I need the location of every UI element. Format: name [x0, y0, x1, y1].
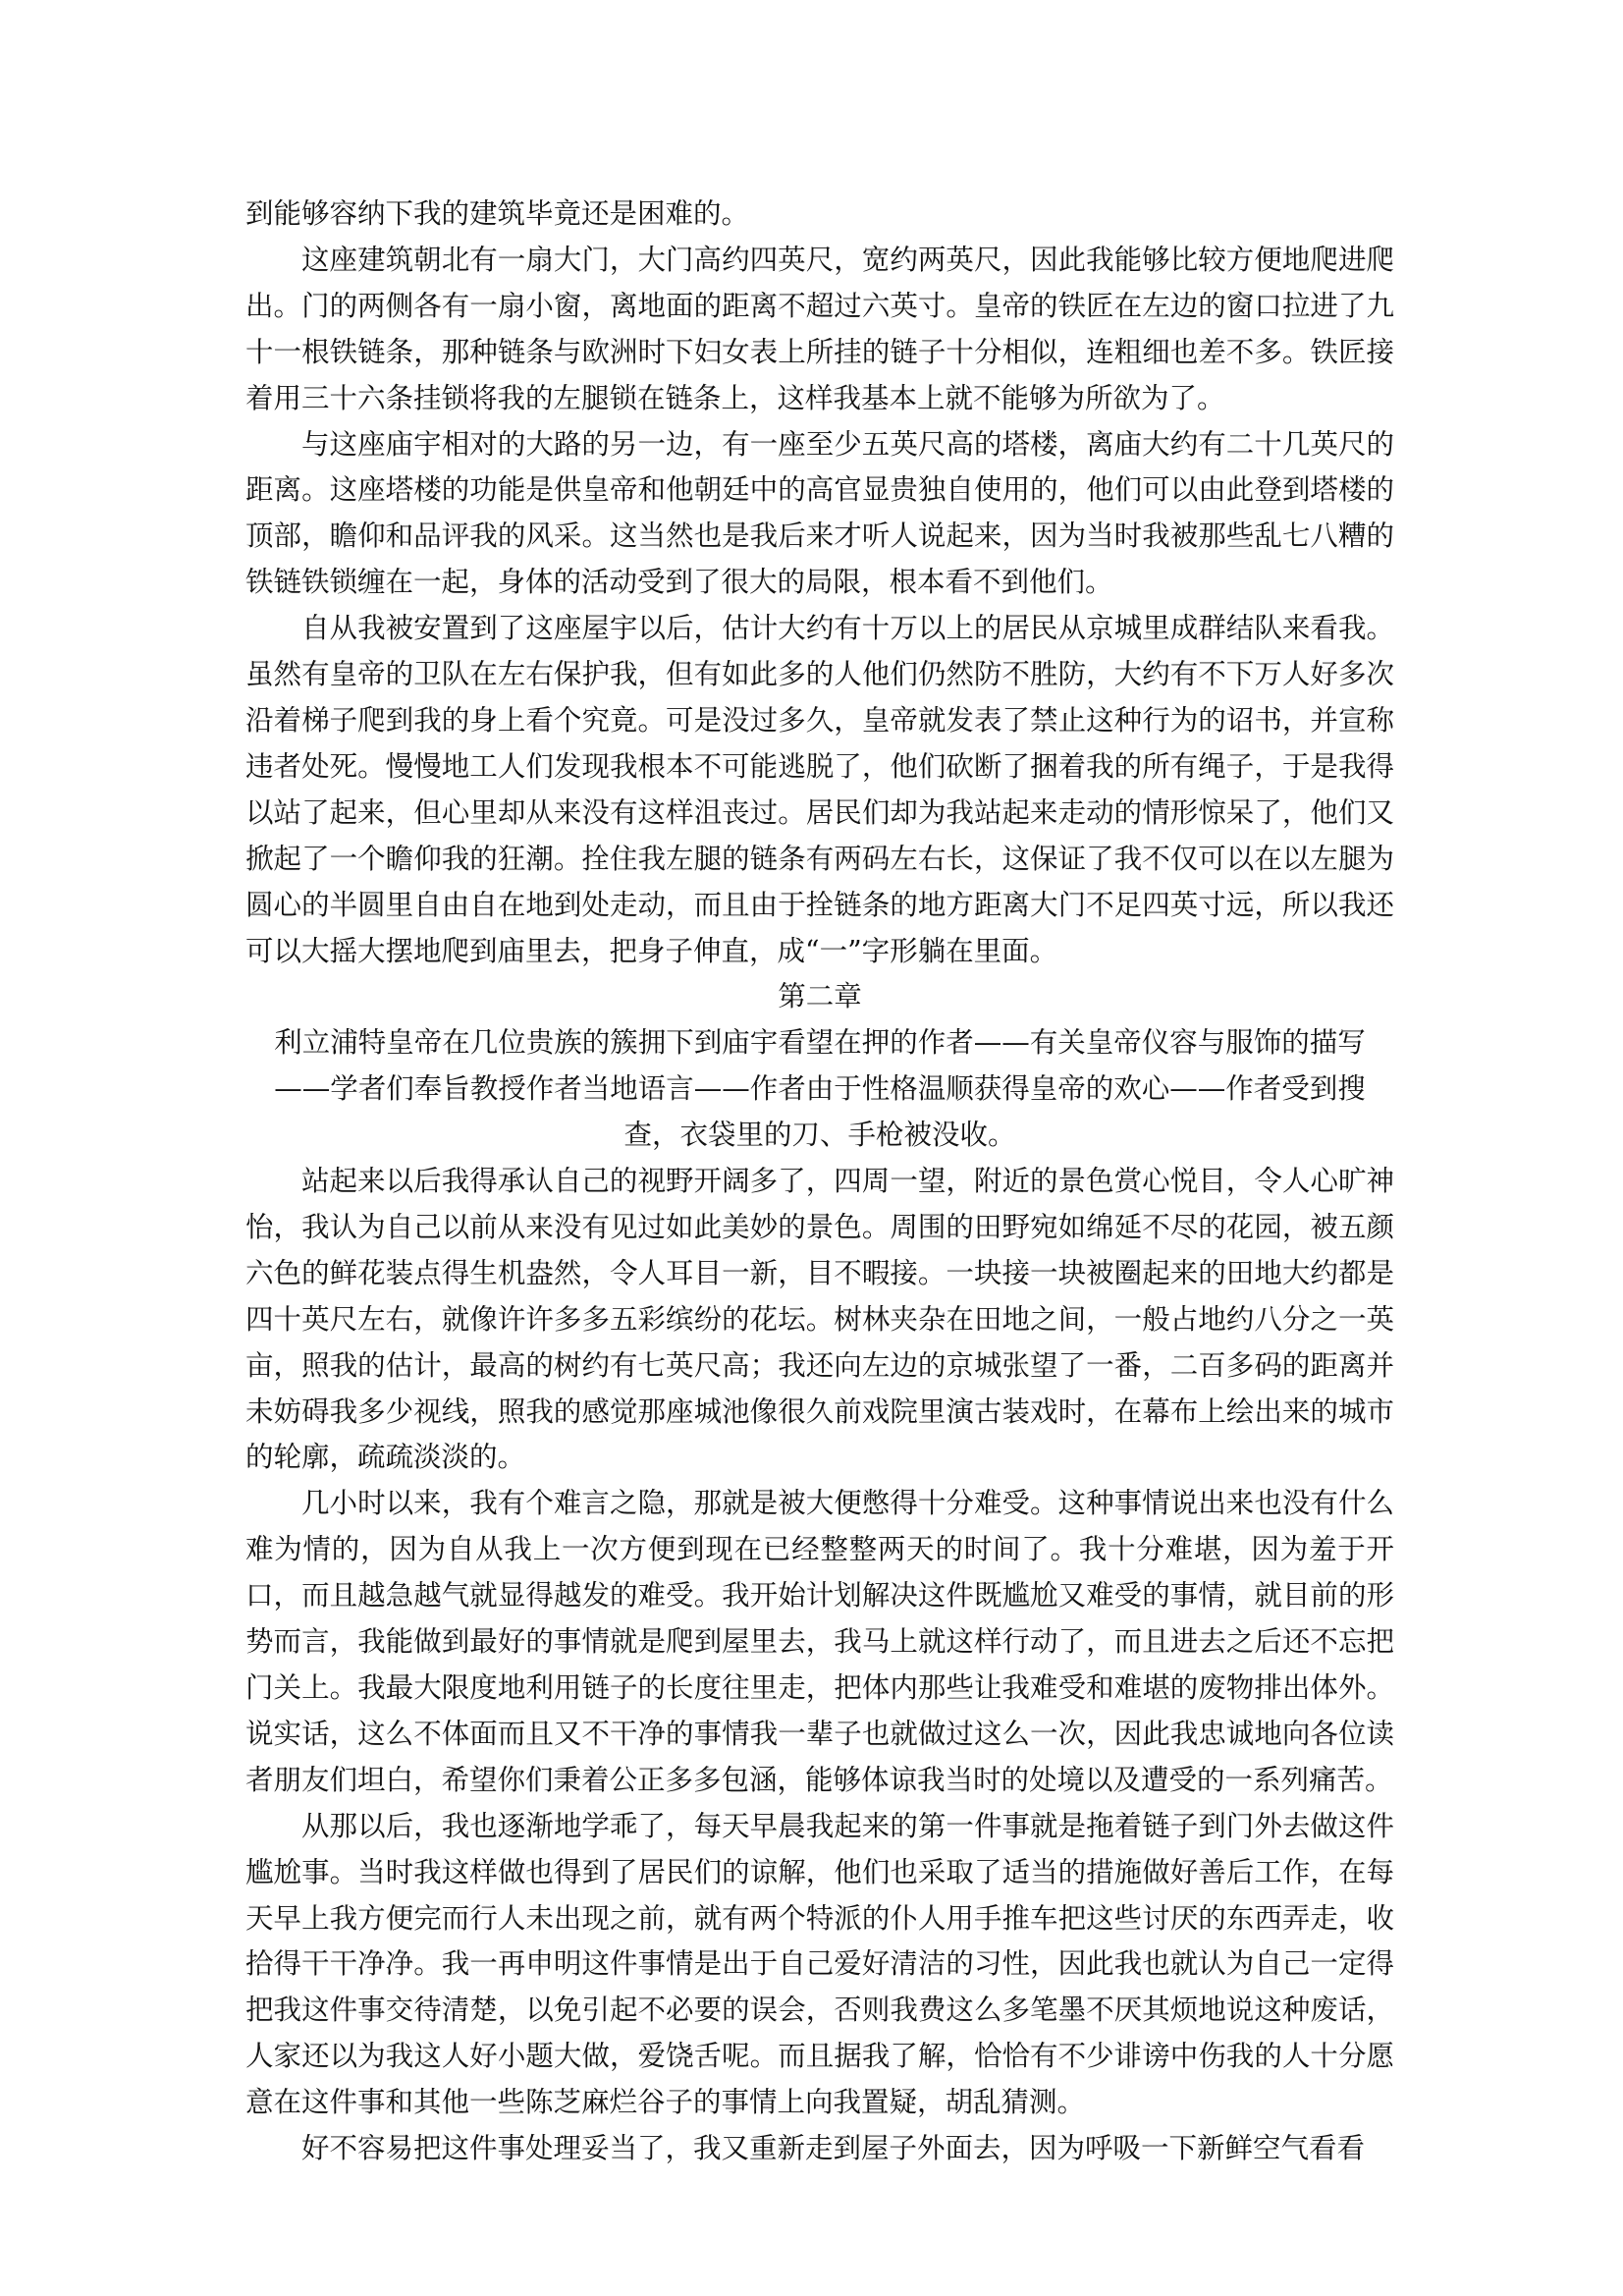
paragraph: 与这座庙宇相对的大路的另一边，有一座至少五英尺高的塔楼，离庙大约有二十几英尺的距离。这座塔楼的功能是供皇帝和他朝廷中的高官显贵独自使用的，他们可以由此登到塔楼的顶部，瞻仰和品评我的风采。这当然也是我后来才听人说起来，因为当时我被那些乱七八糟的铁链铁锁缠在一起，身体的活动受到了很大的局限，根本看不到他们。: [245, 427, 1394, 599]
paragraph: 从那以后，我也逐渐地学乖了，每天早晨我起来的第一件事就是拖着链子到门外去做这件尴尬事。当时我这样做也得到了居民们的谅解，他们也采取了适当的措施做好善后工作，在每天早上我方便完而行人未出现之前，就有两个特派的仆人用手推车把这些讨厌的东西弄走，收拾得干干净净。我一再申明这件事情是出于自己爱好清洁的习性，因此我也就认为自己一定得把我这件事交待清楚，以免引起不必要的误会，否则我费这么多笔墨不厌其烦地说这种废话，人家还以为我这人好小题大做，爱饶舌呢。而且据我了解，恰恰有不少诽谤中伤我的人十分愿意在这件事和其他一些陈芝麻烂谷子的事情上向我置疑，胡乱猜测。: [245, 1809, 1394, 2119]
paragraph: 站起来以后我得承认自己的视野开阔多了，四周一望，附近的景色赏心悦目，令人心旷神怡，我认为自己以前从来没有见过如此美妙的景色。周围的田野宛如绵延不尽的花园，被五颜六色的鲜花装点得生机盎然，令人耳目一新，目不暇接。一块接一块被圈起来的田地大约都是四十英尺左右，就像许许多多五彩缤纷的花坛。树林夹杂在田地之间，一般占地约八分之一英亩，照我的估计，最高的树约有七英尺高；我还向左边的京城张望了一番，二百多码的距离并未妨碍我多少视线，照我的感觉那座城池像很久前戏院里演古装戏时，在幕布上绘出来的城市的轮廓，疏疏淡淡的。: [245, 1165, 1394, 1474]
paragraph: 自从我被安置到了这座屋宇以后，估计大约有十万以上的居民从京城里成群结队来看我。虽然有皇帝的卫队在左右保护我，但有如此多的人他们仍然防不胜防，大约有不下万人好多次沿着梯子爬到我的身上看个究竟。可是没过多久，皇帝就发表了禁止这种行为的诏书，并宣称违者处死。慢慢地工人们发现我根本不可能逃脱了，他们砍断了捆着我的所有绳子，于是我得以站了起来，但心里却从来没有这样沮丧过。居民们却为我站起来走动的情形惊呆了，他们又掀起了一个瞻仰我的狂潮。拴住我左腿的链条有两码左右长，这保证了我不仅可以在以左腿为圆心的半圆里自由自在地到处走动，而且由于拴链条的地方距离大门不足四英寸远，所以我还可以大摇大摆地爬到庙里去，把身子伸直，成“一”字形躺在里面。: [245, 612, 1394, 967]
paragraph: 这座建筑朝北有一扇大门，大门高约四英尺，宽约两英尺，因此我能够比较方便地爬进爬出。门的两侧各有一扇小窗，离地面的距离不超过六英寸。皇帝的铁匠在左边的窗口拉进了九十一根铁链条，那种链条与欧洲时下妇女表上所挂的链子十分相似，连粗细也差不多。铁匠接着用三十六条挂锁将我的左腿锁在链条上，这样我基本上就不能够为所欲为了。: [245, 243, 1394, 414]
paragraph: 好不容易把这件事处理妥当了，我又重新走到屋子外面去，因为呼吸一下新鲜空气看看: [301, 2132, 1366, 2165]
document-page: [245, 191, 1394, 2172]
chapter-title: 第二章: [778, 980, 862, 1013]
paragraph-continuation: 到能够容纳下我的建筑毕竟还是困难的。: [245, 197, 750, 230]
paragraph: 几小时以来，我有个难言之隐，那就是被大便憋得十分难受。这种事情说出来也没有什么难为情的，因为自从我上一次方便到现在已经整整两天的时间了。我十分难堪，因为羞于开口，而且越急越气就显得越发的难受。我开始计划解决这件既尴尬又难受的事情，就目前的形势而言，我能做到最好的事情就是爬到屋里去，我马上就这样行动了，而且进去之后还不忘把门关上。我最大限度地利用链子的长度往里走，把体内那些让我难受和难堪的废物排出体外。说实话，这么不体面而且又不干净的事情我一辈子也就做过这么一次，因此我忠诚地向各位读者朋友们坦白，希望你们秉着公正多多包涵，能够体谅我当时的处境以及遭受的一系列痛苦。: [245, 1487, 1394, 1796]
chapter-summary: 利立浦特皇帝在几位贵族的簇拥下到庙宇看望在押的作者——有关皇帝仪容与服饰的描写——学者们奉旨教授作者当地语言——作者由于性格温顺获得皇帝的欢心——作者受到搜查，衣袋里的刀、手枪被没收。: [274, 1026, 1366, 1152]
